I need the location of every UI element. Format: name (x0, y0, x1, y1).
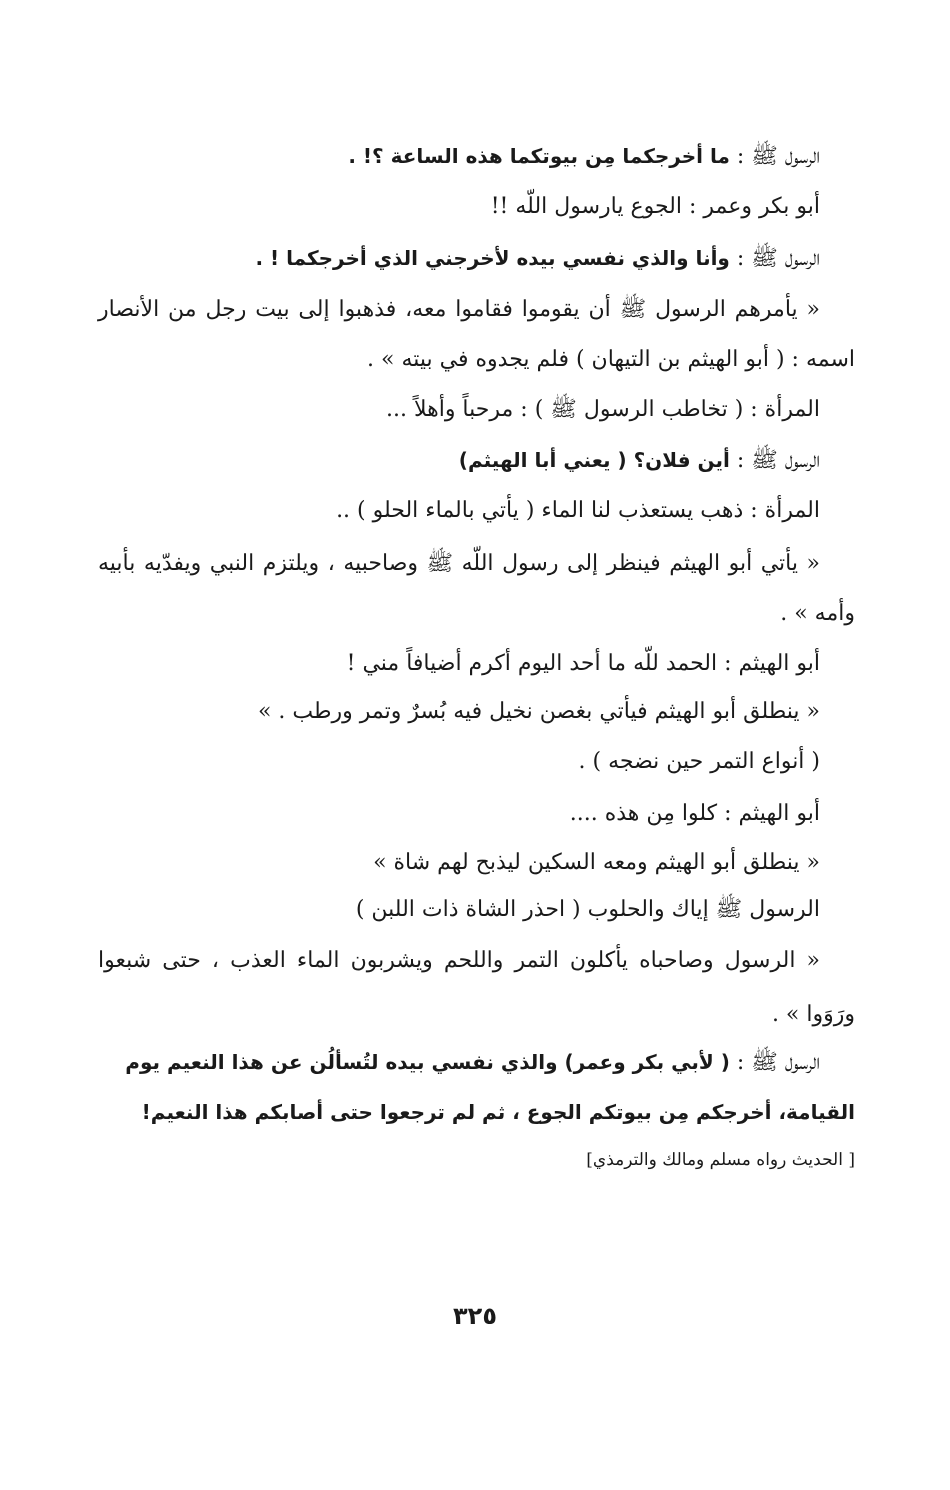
speaker-label: الرسول ﷺ : (736, 1050, 820, 1075)
text-line (459, 440, 820, 481)
text-line: « يأمرهم الرسول ﷺ أن يقوموا فقاموا معه، فذهبوا إلى بيت رجل من الأنصار (98, 297, 820, 322)
text-line: وأمه » . (780, 601, 855, 626)
text-line: اسمه : ( أبو الهيثم بن التيهان ) فلم يجدوه في بيته » . (367, 347, 855, 372)
speech-bold: ( لأبي بكر وعمر) والذي نفسي بيده لتُسألُن عن هذا النعيم يوم (125, 1050, 730, 1074)
text-line: ( أنواع التمر حين نضجه ) . (578, 749, 820, 774)
text-line (98, 1042, 820, 1083)
speaker-label: الرسول ﷺ : (736, 448, 820, 473)
speech-bold: أين فلان؟ ( يعني أبا الهيثم) (458, 448, 730, 472)
text-line: « ينطلق أبو الهيثم فيأتي بغصن نخيل فيه بُسرٌ وتمر ورطب . » (257, 699, 820, 724)
speaker-label: الرسول ﷺ : (736, 246, 820, 271)
text-line: أبو بكر وعمر : الجوع يارسول اللّه !! (490, 194, 820, 219)
speech-bold: وأنا والذي نفسي بيده لأخرجني الذي أخرجكما ! . (255, 246, 730, 270)
source-note: [ الحديث رواه مسلم ومالك والترمذي] (586, 1150, 855, 1170)
text-line: « يأتي أبو الهيثم فينظر إلى رسول اللّه ﷺ وصاحبيه ، ويلتزم النبي ويفدّيه بأبيه (98, 551, 820, 576)
page-number: ٣٢٥ (453, 1302, 497, 1330)
text-line (348, 136, 820, 177)
speech-bold: ما أخرجكما مِن بيوتكما هذه الساعة ؟! . (348, 144, 730, 168)
text-line: « ينطلق أبو الهيثم ومعه السكين ليذبح لهم شاة » (373, 850, 820, 875)
text-line: « الرسول وصاحباه يأكلون التمر واللحم ويشربون الماء العذب ، حتى شبعوا (98, 948, 820, 973)
text-line: القيامة، أخرجكم مِن بيوتكم الجوع ، ثم لم ترجعوا حتى أصابكم هذا النعيم! (141, 1100, 855, 1124)
text-line: أبو الهيثم : الحمد للّه ما أحد اليوم أكرم أضيافاً مني ! (346, 651, 820, 676)
text-line: أبو الهيثم : كلوا مِن هذه .... (569, 801, 820, 826)
speaker-label: الرسول ﷺ : (736, 144, 820, 169)
text-line: الرسول ﷺ إياك والحلوب ( احذر الشاة ذات اللبن ) (355, 897, 820, 922)
text-line (255, 238, 820, 279)
text-line: المرأة : ( تخاطب الرسول ﷺ ) : مرحباً وأهلاً ... (386, 397, 820, 422)
text-line: ورَوَوا » . (771, 1002, 855, 1027)
text-line: المرأة : ذهب يستعذب لنا الماء ( يأتي بالماء الحلو ) .. (336, 498, 820, 523)
